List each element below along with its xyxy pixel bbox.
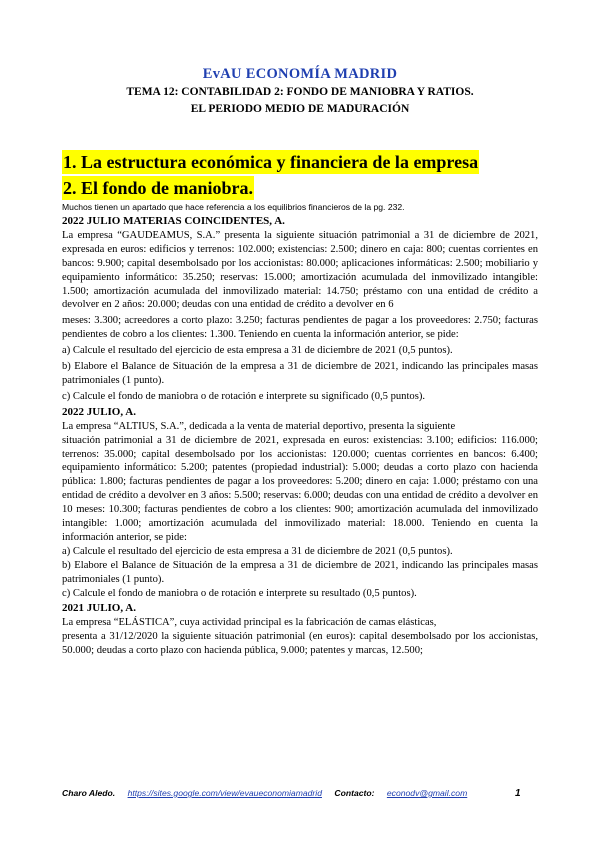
exercise-heading: 2022 JULIO, A. (62, 405, 136, 418)
footer-contact-label: Contacto: (334, 788, 375, 798)
exercise-question-a: a) Calcule el resultado del ejercicio de esta empresa a 31 de diciembre de 2021 (0,5 puntos). (62, 545, 453, 557)
exercise-paragraph: La empresa “ALTIUS, S.A.”, dedicada a la venta de material deportivo, presenta la siguiente (62, 420, 456, 432)
exercise-paragraph: La empresa “GAUDEAMUS, S.A.” presenta la siguiente situación patrimonial a 31 de diciembre de 2021, expresada en euros: edificios y terrenos: 102.000; existencias: 2.500; dinero en caja: 800; cuentas corrientes en bancos: 9.900; capital desembolsado por los accionistas: 80.000; aplicaciones informáticas: 2.500; mobiliario y equipamiento informático: 35.250; reservas: 15.000; amortización acumulada del inmovilizado intangible: 1.500; amortización acumulada del inmovilizado material: 14.750; préstamo con una entidad de crédito a devolver en 2 años: 20.000; deudas con una entidad de crédito a devolver en 6 (62, 229, 538, 311)
document-subtitle-line1: TEMA 12: CONTABILIDAD 2: FONDO DE MANIOBRA Y RATIOS. (126, 86, 474, 98)
document-title: EvAU ECONOMÍA MADRID (202, 66, 398, 82)
exercise-paragraph: situación patrimonial a 31 de diciembre de 2021, expresada en euros: existencias: 3.100; edificios: 116.000; terrenos: 35.000; capital desembolsado por los accionistas: 120.000; cuentas corrientes en bancos: 6.400; equipamiento informático: 5.200; patentes (propiedad industrial): 5.000; deudas a corto plazo con hacienda pública: 1.800; facturas pendientes de pagar a los proveedores: 5.200; dinero en caja: 1.000; préstamo con una entidad de crédito a devolver en 3 años: 5.500; reservas: 6.000; deudas con una entidad de crédito a devolver en 10 meses: 10.300; facturas pendientes de cobro a los clientes: 900; amortización acumulada del inmovilizado intangible: 1.000; amortización acumulada del inmovilizado material: 18.000. Teniendo en cuenta la información anterior, se pide: (62, 434, 538, 543)
footer-website-link[interactable]: https://sites.google.com/view/evaueconomiamadrid (127, 788, 322, 798)
exercise-paragraph: meses: 3.300; acreedores a corto plazo: 3.250; facturas pendientes de pagar a los proveedores: 2.750; facturas pendientes de cobro a los clientes: 1.300. Teniendo en cuenta la información anterior, se pide: (62, 315, 538, 341)
exercise-question-c: c) Calcule el fondo de maniobra o de rotación e interprete su resultado (0,5 puntos). (62, 587, 417, 599)
page-number: 1 (515, 788, 521, 799)
page-footer (62, 788, 538, 798)
section-note: Muchos tienen un apartado que hace referencia a los equilibrios financieros de la pg. 232. (62, 202, 405, 212)
document-subtitle-line2: EL PERIODO MEDIO DE MADURACIÓN (190, 103, 410, 115)
section-heading-1: 1. La estructura económica y financiera de la empresa (63, 152, 479, 172)
exercise-question-a: a) Calcule el resultado del ejercicio de esta empresa a 31 de diciembre de 2021 (0,5 puntos). (62, 345, 453, 357)
exercise-question-c: c) Calcule el fondo de maniobra o de rotación e interprete su significado (0,5 puntos). (62, 390, 426, 402)
exercise-paragraph: presenta a 31/12/2020 la siguiente situación patrimonial (en euros): capital desembolsado por los accionistas, 50.000; deudas a corto plazo con hacienda pública, 9.000; patentes y marcas, 12.500; (62, 631, 538, 657)
exercise-question-b: b) Elabore el Balance de Situación de la empresa a 31 de diciembre de 2021, indicando las principales masas patrimoniales (1 punto). (62, 361, 538, 386)
exercise-question-b: b) Elabore el Balance de Situación de la empresa a 31 de diciembre de 2021, indicando las principales masas patrimoniales (1 punto). (62, 559, 538, 585)
exercise-heading: 2021 JULIO, A. (62, 602, 136, 615)
exercise-paragraph: La empresa “ELÁSTICA”, cuya actividad principal es la fabricación de camas elásticas, (62, 617, 437, 629)
section-heading-2: 2. El fondo de maniobra. (63, 178, 254, 198)
exercise-content (62, 215, 538, 658)
footer-email-link[interactable]: econodv@gmail.com (386, 788, 468, 798)
footer-author: Charo Aledo. (62, 788, 116, 798)
exercise-heading: 2022 JULIO MATERIAS COINCIDENTES, A. (62, 215, 285, 227)
